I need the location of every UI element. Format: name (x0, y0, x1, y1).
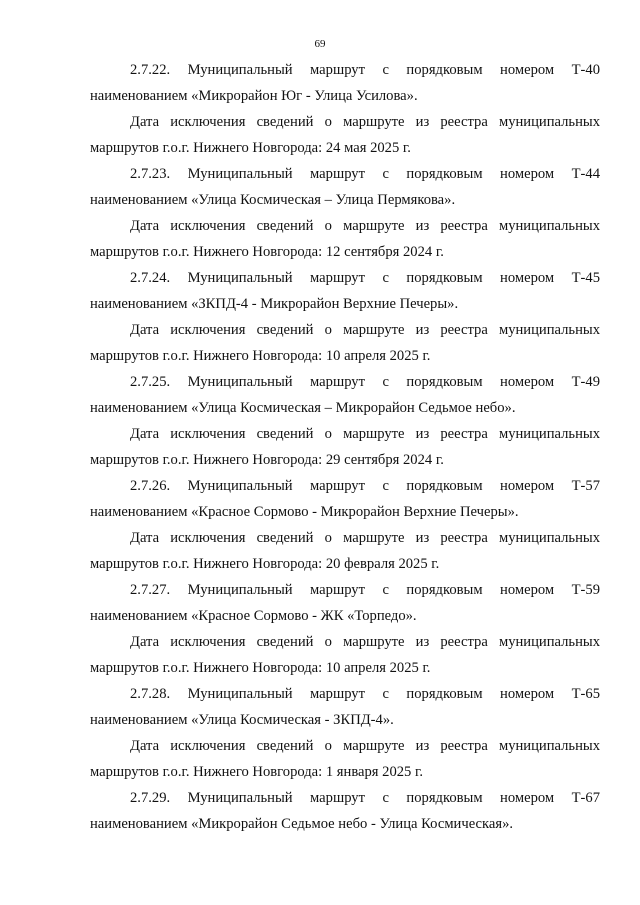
route-paragraph: 2.7.28. Муниципальный маршрут с порядковым номером Т-65 наименованием «Улица Космическая - ЗКПД-4». (90, 686, 600, 728)
route-paragraph: 2.7.26. Муниципальный маршрут с порядковым номером Т-57 наименованием «Красное Сормово - Микрорайон Верхние Печеры». (90, 478, 600, 520)
exclusion-date-paragraph: Дата исключения сведений о маршруте из реестра муниципальных маршрутов г.о.г. Нижнего Новгорода: 29 сентября 2024 г. (90, 426, 600, 468)
page-number: 69 (314, 38, 326, 50)
exclusion-date-paragraph: Дата исключения сведений о маршруте из реестра муниципальных маршрутов г.о.г. Нижнего Новгорода: 10 апреля 2025 г. (90, 322, 600, 364)
route-paragraph: 2.7.23. Муниципальный маршрут с порядковым номером Т-44 наименованием «Улица Космическая – Улица Пермякова». (90, 166, 600, 208)
route-paragraph: 2.7.27. Муниципальный маршрут с порядковым номером Т-59 наименованием «Красное Сормово - ЖК «Торпедо». (90, 582, 600, 624)
exclusion-date-paragraph: Дата исключения сведений о маршруте из реестра муниципальных маршрутов г.о.г. Нижнего Новгорода: 1 января 2025 г. (90, 738, 600, 780)
exclusion-date-paragraph: Дата исключения сведений о маршруте из реестра муниципальных маршрутов г.о.г. Нижнего Новгорода: 10 апреля 2025 г. (90, 634, 600, 676)
route-paragraph: 2.7.29. Муниципальный маршрут с порядковым номером Т-67 наименованием «Микрорайон Седьмое небо - Улица Космическая». (90, 790, 600, 832)
exclusion-date-paragraph: Дата исключения сведений о маршруте из реестра муниципальных маршрутов г.о.г. Нижнего Новгорода: 12 сентября 2024 г. (90, 218, 600, 260)
route-paragraph: 2.7.22. Муниципальный маршрут с порядковым номером Т-40 наименованием «Микрорайон Юг - Улица Усилова». (90, 62, 600, 104)
document-body (90, 57, 600, 837)
route-paragraph: 2.7.24. Муниципальный маршрут с порядковым номером Т-45 наименованием «ЗКПД-4 - Микрорайон Верхние Печеры». (90, 270, 600, 312)
route-paragraph: 2.7.25. Муниципальный маршрут с порядковым номером Т-49 наименованием «Улица Космическая – Микрорайон Седьмое небо». (90, 374, 600, 416)
exclusion-date-paragraph: Дата исключения сведений о маршруте из реестра муниципальных маршрутов г.о.г. Нижнего Новгорода: 24 мая 2025 г. (90, 114, 600, 156)
exclusion-date-paragraph: Дата исключения сведений о маршруте из реестра муниципальных маршрутов г.о.г. Нижнего Новгорода: 20 февраля 2025 г. (90, 530, 600, 572)
